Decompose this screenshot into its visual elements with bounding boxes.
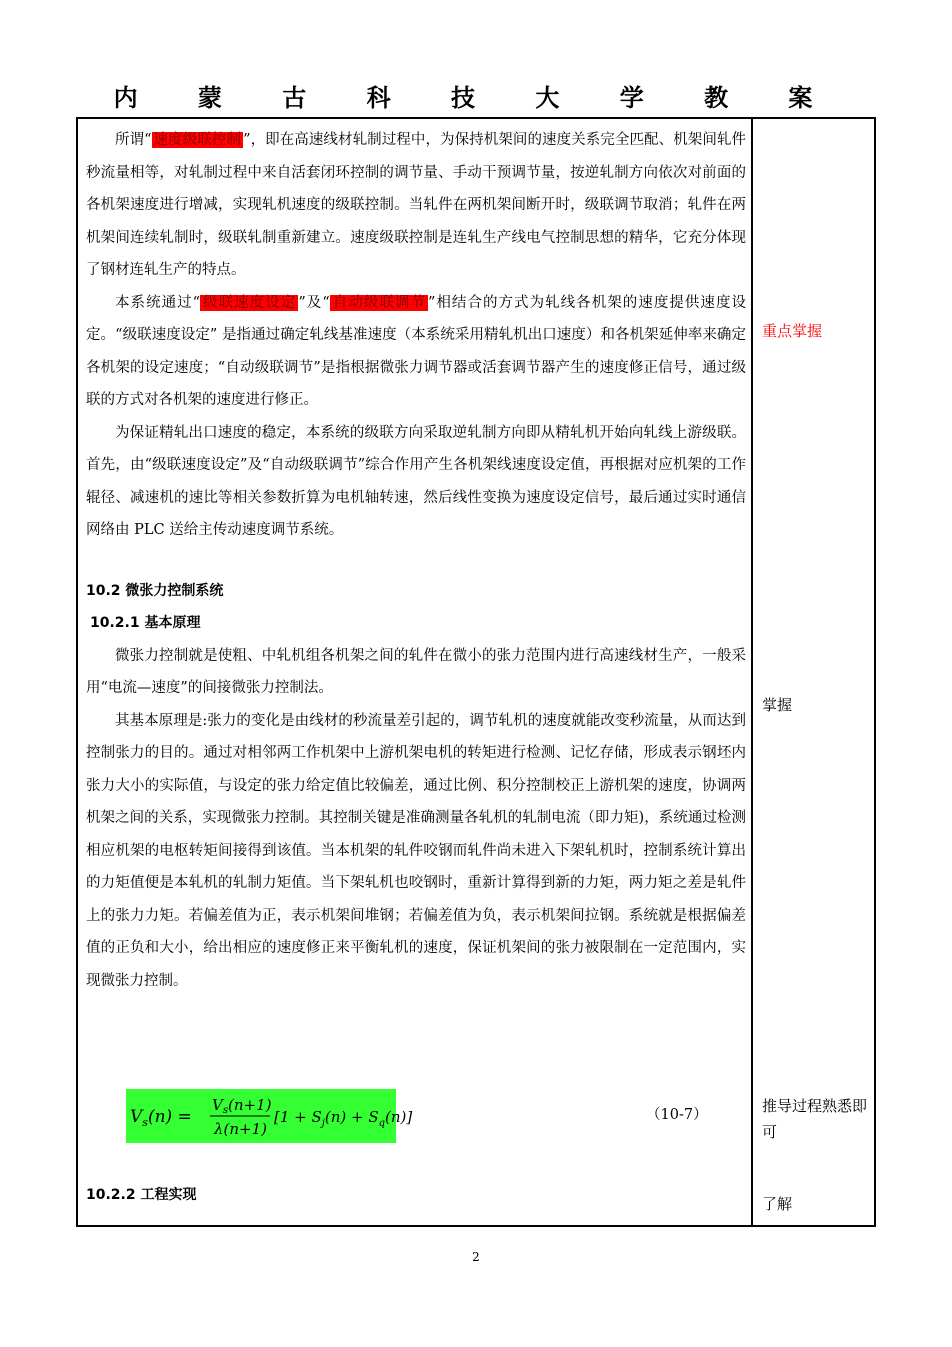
paragraph-4: 微张力控制就是使粗、中轧机组各机架之间的轧件在微小的张力范围内进行高速线材生产，一般采用“电流—速度”的间接微张力控制法。 bbox=[86, 647, 746, 696]
formula-numerator: $V_s(n+1)$ bbox=[212, 1096, 272, 1116]
subsection-heading-1: 10.2.1 基本原理 bbox=[90, 615, 201, 631]
equation-number: （10-7） bbox=[646, 1107, 708, 1123]
para1-pre: 所谓“ bbox=[115, 132, 152, 148]
paragraph-2 bbox=[86, 287, 746, 417]
formula-bracket: $[1 + S_j(n) + S_q(n)]$ bbox=[274, 1108, 413, 1129]
paragraph-1 bbox=[86, 124, 746, 287]
formula-svg bbox=[126, 1089, 413, 1143]
highlight-cascade-speed-setting: 级联速度设定 bbox=[202, 294, 297, 311]
formula-row bbox=[126, 1089, 746, 1143]
highlight-auto-cascade-adjust: 自动级联调节 bbox=[331, 294, 426, 311]
note-key-mastery: 重点掌握 bbox=[762, 322, 823, 340]
section-heading: 10.2 微张力控制系统 bbox=[86, 582, 224, 599]
paragraph-5: 其基本原理是:张力的变化是由线材的秒流量差引起的，调节轧机的速度就能改变秒流量，从而达到控制张力的目的。通过对相邻两工作机架中上游机架电机的转矩进行检测、记忆存储，形成表示钢坯内张力大小的实际值，与设定的张力给定值比较偏差，通过比例、积分控制校正上游机架的速度，协调两机架之间的关系，实现微张力控制。其控制关键是准确测量各轧机的轧制电流（即力矩)，系统通过检测相应机架的电枢转矩间接得到该值。当本机架的轧件咬钢而轧件尚未进入下架轧机时，控制系统计算出的力矩值便是本轧机的轧制力矩值。当下架轧机也咬钢时，重新计算得到新的力矩，两力矩之差是轧件上的张力力矩。若偏差值为正，表示机架间堆钢；若偏差值为负，表示机架间拉钢。系统就是根据偏差值的正负和大小，给出相应的速度修正来平衡轧机的速度，保证机架间的张力被限制在一定范围内，实现微张力控制。 bbox=[86, 712, 746, 989]
highlight-speed-cascade: 速度级联控制 bbox=[153, 132, 242, 148]
note-mastery: 掌握 bbox=[762, 696, 793, 714]
para2-mid: ”及“ bbox=[298, 294, 330, 311]
note-understand: 了解 bbox=[762, 1195, 793, 1213]
paragraph-3: 为保证精轧出口速度的稳定，本系统的级联方向采取逆轧制方向即从精轧机开始向轧线上游级联。首先，由“级联速度设定”及“自动级联调节”综合作用产生各机架线速度设定值，再根据对应机架的工作辊径、减速机的速比等相关参数折算为电机轴转速，然后线性变换为速度设定信号，最后通过实时通信网络由 PLC 送给主传动速度调节系统。 bbox=[86, 424, 746, 538]
main-column bbox=[86, 124, 746, 997]
note-derivation: 推导过程熟悉即可 bbox=[762, 1097, 868, 1141]
formula-denominator: λ(n+1) bbox=[214, 1120, 267, 1138]
formula-10-7 bbox=[126, 1089, 413, 1143]
column-divider bbox=[751, 117, 753, 1227]
para1-post: ”，即在高速线材轧制过程中，为保持机架间的速度关系完全匹配、机架间轧件秒流量相等，对轧制过程中来自活套闭环控制的调节量、手动干预调节量，按逆轧制方向依次对前面的各机架速度进行增减，实现轧机速度的级联控制。当轧件在两机架间断开时，级联调节取消；轧件在两机架间连续轧制时，级联轧制重新建立。速度级联控制是连轧生产线电气控制思想的精华，它充分体现了钢材连轧生产的特点。 bbox=[86, 132, 746, 278]
formula-lhs: $V_s(n)$ = bbox=[130, 1107, 192, 1129]
para2-pre: 本系统通过“ bbox=[115, 294, 201, 311]
para2-post: ”相结合的方式为轧线各机架的速度提供速度设定。“级联速度设定” 是指通过确定轧线基准速度（本系统采用精轧机出口速度）和各机架延伸率来确定各机架的设定速度；“自动级联调节”是指根据微张力调节器或活套调节器产生的速度修正信号，通过级联的方式对各机架的速度进行修正。 bbox=[86, 294, 746, 408]
page-header: 内 蒙 古 科 技 大 学 教 案 bbox=[113, 84, 839, 112]
page-number: 2 bbox=[472, 1250, 480, 1264]
subsection-heading-2: 10.2.2 工程实现 bbox=[86, 1187, 197, 1203]
